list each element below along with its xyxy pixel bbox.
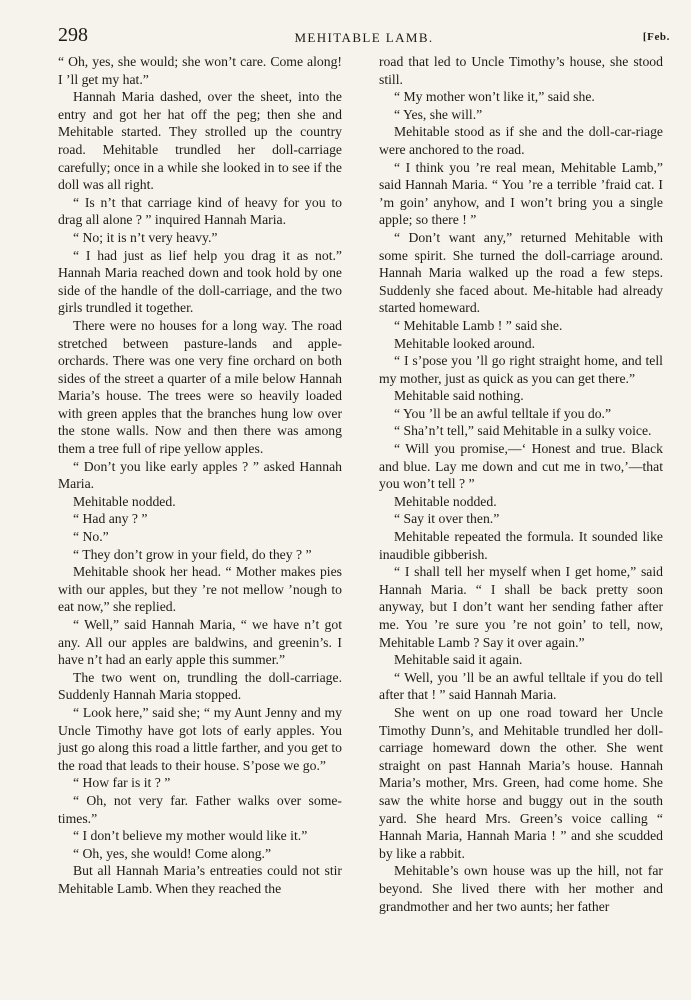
paragraph: Hannah Maria dashed, over the sheet, into the entry and got her hat off the peg; then she and Mehitable started. They strolled up the country road. Mehitable trundled her doll-carriage carefully; once in a while she looked in to see if the doll was all right. (58, 89, 342, 193)
paragraph: “ I don’t believe my mother would like it.” (73, 828, 308, 844)
paragraph: “ My mother won’t like it,” said she. (394, 89, 595, 105)
running-title: MEHITABLE LAMB. (294, 30, 434, 45)
paragraph: “ How far is it ? ” (73, 775, 171, 791)
page-number: 298 (58, 24, 88, 46)
paragraph: “ I s’pose you ’ll go right straight home, and tell my mother, just as quick as you can get there.” (379, 353, 663, 386)
paragraph: “ Is n’t that carriage kind of heavy for you to drag all alone ? ” inquired Hannah Maria. (58, 194, 342, 228)
paragraph: “ You ’ll be an awful telltale if you do.” (394, 405, 612, 421)
paragraph: “ Oh, yes, she would; she won’t care. Come along! I ’ll get my hat.” (58, 54, 342, 87)
paragraph: The two went on, trundling the doll-carriage. Suddenly Hannah Maria stopped. (58, 669, 342, 703)
paragraph: Mehitable said nothing. (394, 388, 524, 404)
paragraph: road that led to Uncle Timothy’s house, she stood still. (379, 54, 663, 87)
paragraph: Mehitable nodded. (73, 493, 176, 509)
paragraph: “ No; it is n’t very heavy.” (73, 229, 218, 245)
paragraph: “ I think you ’re real mean, Mehitable Lamb,” said Hannah Maria. “ You ’re a terrible ’fraid cat. I ’m goin’ anyhow, and I won’t bring you a single apple; so there ! ” (379, 159, 663, 228)
paragraph: Mehitable’s own house was up the hill, not far beyond. She lived there with her mother and grandmother and her two aunts; her father (379, 863, 663, 914)
paragraph: “ Well, you ’ll be an awful telltale if you do tell after that ! ” said Hannah Maria. (379, 669, 663, 703)
paragraph: “ Don’t want any,” returned Mehitable with some spirit. She turned the doll-carriage around. Hannah Maria walked up the road a few steps. Suddenly she faced about. Me-hitable had already started homeward. (379, 229, 663, 316)
right-column (379, 53, 663, 915)
paragraph: “ Don’t you like early apples ? ” asked Hannah Maria. (58, 458, 342, 492)
paragraph: Mehitable looked around. (394, 335, 536, 351)
paragraph: “ I shall tell her myself when I get home,” said Hannah Maria. “ I shall be back pretty soon anyway, but I don’t want her sending father after me. You ’re sure you ’re not goin’ to tell, now, Mehitable Lamb ? Say it over again.” (379, 564, 663, 650)
paragraph: Mehitable shook her head. “ Mother makes pies with our apples, but they ’re not mellow ’nough to eat now,” she replied. (58, 564, 342, 615)
paragraph: “ They don’t grow in your field, do they ? ” (73, 546, 312, 562)
paragraph: There were no houses for a long way. The road stretched between pasture-lands and apple-orchards. There was one very fine orchard on both sides of the street a quarter of a mile below Hannah Maria’s house. The trees were so heavily loaded with green apples that the branches hung low over the stone walls. Now and then there was among them a tree full of ripe yellow apples. (58, 317, 342, 457)
paragraph: “ Mehitable Lamb ! ” said she. (394, 317, 563, 333)
paragraph: “ Oh, not very far. Father walks over some-times.” (58, 792, 342, 826)
paragraph: Mehitable stood as if she and the doll-car-riage were anchored to the road. (379, 124, 663, 157)
paragraph: She went on up one road toward her Uncle Timothy Dunn’s, and Mehitable trundled her doll-carriage homeward down the other. She went straight on past Hannah Maria’s house. Hannah Maria’s mother, Mrs. Green, had come home. She saw the white horse and buggy out in the south yard. She heard Mrs. Green’s voice calling “ Hannah Maria, Hannah Maria ! ” and she scudded by like a rabbit. (379, 704, 663, 861)
paragraph: Mehitable nodded. (394, 493, 497, 509)
paragraph: “ Will you promise,—‘ Honest and true. Black and blue. Lay me down and cut me in two,’—that you won’t tell ? ” (379, 441, 663, 492)
issue-month: [Feb. (642, 31, 670, 43)
paragraph: “ Well,” said Hannah Maria, “ we have n’t got any. All our apples are baldwins, and greenin’s. I have n’t had an early apple this summer.” (58, 617, 342, 668)
left-column (58, 53, 342, 898)
paragraph: “ Had any ? ” (73, 511, 148, 527)
paragraph: “ Look here,” said she; “ my Aunt Jenny and my Uncle Timothy have got lots of early apples. You just go along this road a little farther, and you get to the road that leads to their house. S’pose we go.” (58, 704, 342, 773)
paragraph: “ Yes, she will.” (394, 106, 483, 122)
paragraph: “ Sha’n’t tell,” said Mehitable in a sulky voice. (394, 423, 652, 439)
paragraph: “ I had just as lief help you drag it as not.” Hannah Maria reached down and took hold by one side of the handle of the doll-carriage, and the two girls trundled it together. (58, 247, 342, 316)
paragraph: “ No.” (73, 529, 109, 545)
paragraph: “ Say it over then.” (394, 511, 500, 527)
paragraph: Mehitable said it again. (394, 652, 523, 668)
paragraph: “ Oh, yes, she would! Come along.” (73, 845, 272, 861)
running-header (58, 22, 670, 52)
paragraph: But all Hannah Maria’s entreaties could not stir Mehitable Lamb. When they reached the (58, 863, 342, 896)
paragraph: Mehitable repeated the formula. It sounded like inaudible gibberish. (379, 529, 663, 562)
